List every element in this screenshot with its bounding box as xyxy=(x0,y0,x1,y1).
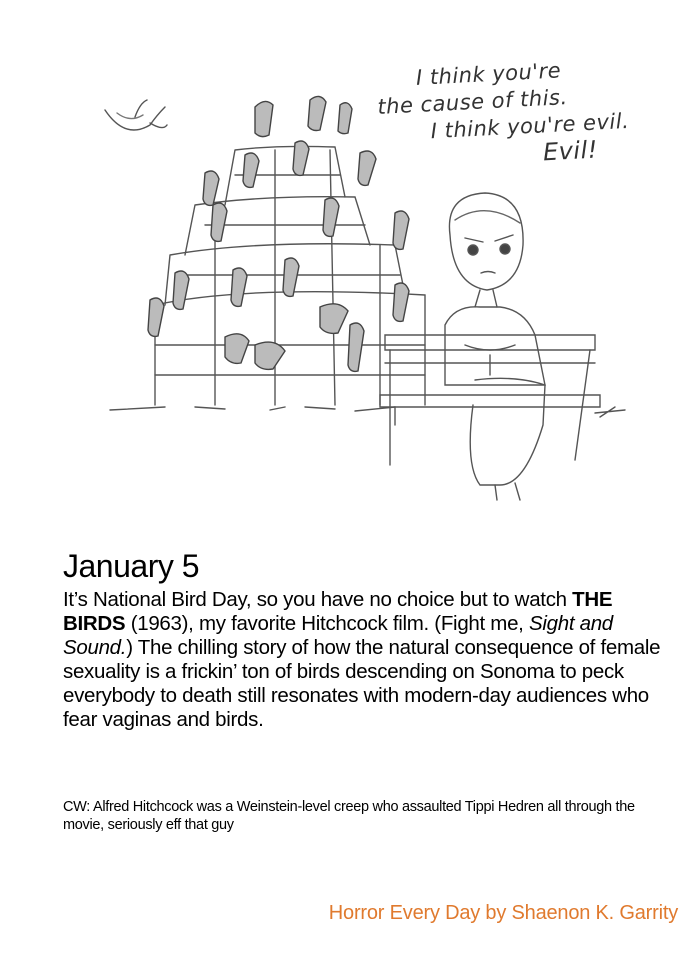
speech-line-3: I think you're evil. xyxy=(430,108,630,144)
speech-line-4: Evil! xyxy=(542,135,599,167)
crow-group xyxy=(148,96,409,371)
woman-figure xyxy=(445,193,545,500)
flying-bird-icon xyxy=(105,100,167,130)
speech-bubble-text xyxy=(373,53,648,175)
content-warning: CW: Alfred Hitchcock was a Weinstein-level creep who assaulted Tippi Hedren all through the movie, seriously eff that guy xyxy=(63,799,635,833)
body-part-1: It’s National Bird Day, so you have no choice but to watch xyxy=(63,588,573,611)
body-part-3: ) The chilling story of how the natural consequence of female sexuality is a frickin’ ton of birds descending on Sonoma to peck everybody to death still resonates with modern-day audiences who fear vaginas and birds. xyxy=(63,636,661,731)
body-part-2: (1963), my favorite Hitchcock film. (Fight me, xyxy=(125,612,529,635)
speech-line-1: I think you're xyxy=(415,58,562,90)
ground-lines xyxy=(110,407,625,417)
publication-name: Sight and Sound. xyxy=(63,612,613,659)
film-title: THE BIRDS xyxy=(63,588,613,635)
entry-date-heading: January 5 xyxy=(63,548,200,584)
speech-line-2: the cause of this. xyxy=(376,85,569,119)
entry-body-text xyxy=(63,588,663,732)
author-credit: Horror Every Day by Shaenon K. Garrity xyxy=(328,902,678,924)
